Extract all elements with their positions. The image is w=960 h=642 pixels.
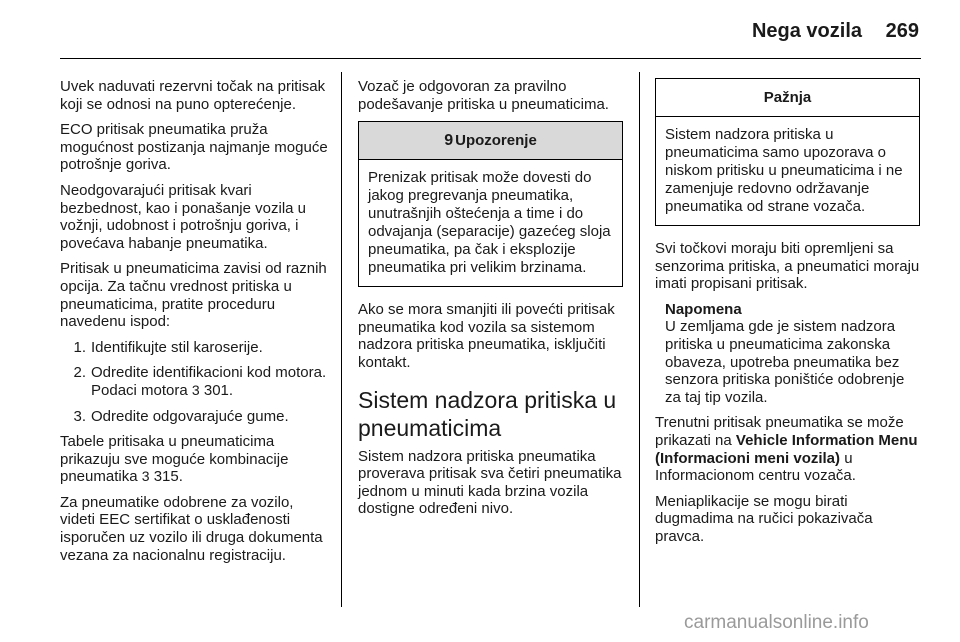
warning-box (358, 121, 623, 287)
paragraph-text: Trenutni pritisak pneumatika se može prikazati na (655, 414, 904, 449)
warning-icon: 9 (444, 132, 454, 150)
watermark: carmanualsonline.info (684, 612, 869, 633)
page-header (0, 0, 960, 60)
warning-body: Prenizak pritisak može dovesti do jakog pregrevanja pneumatika, unutrašnjih oštećenja a time i do odvajanja (separacije) gazećeg sloja pneumatika, pa čak i eksplozije pneumatika pri velikim brzinama. (368, 169, 611, 277)
paragraph (655, 414, 920, 484)
list-number: 2. (73, 364, 86, 382)
page-number: 269 (885, 20, 919, 42)
paragraph: ECO pritisak pneumatika pruža mogućnost postizanja najmanje moguće potrošnje goriva. (60, 121, 328, 174)
list-number: 3. (73, 407, 86, 425)
list-item (60, 408, 330, 426)
procedure-list (60, 339, 330, 425)
paragraph-text: u Informacionom centru vozača. (655, 449, 856, 485)
paragraph: Vozač je odgovoran za pravilno podešavanje pritiska u pneumaticima. (358, 78, 609, 113)
header-divider (60, 58, 921, 59)
list-text-body: Odredite identifikacioni kod motora. Podaci motora (91, 364, 327, 399)
reference-arrow-icon: 3 (191, 381, 200, 398)
paragraph: Svi točkovi moraju biti opremljeni sa senzorima pritiska, a pneumatici moraju imati propisani pritisak. (655, 240, 920, 293)
list-text: Odredite odgovarajuće gume. (91, 407, 289, 425)
note-body: U zemljama gde je sistem nadzora pritiska u pneumaticima zakonska obaveza, upotreba pneumatika bez senzora pritiska poništiće odobrenje za taj tip vozila. (665, 318, 905, 406)
column-divider-1 (341, 72, 342, 607)
list-number: 1. (73, 338, 86, 356)
paragraph: Neodgovarajući pritisak kvari bezbednost, kao i ponašanje vozila u vožnji, udobnost i potrošnju goriva, i povećava habanje pneumatika. (60, 181, 307, 252)
paragraph: Ako se mora smanjiti ili povećti pritisak pneumatika kod vozila sa sistemom nadzora pritiska pneumatika, isključiti kontakt. (358, 301, 615, 371)
warning-header (359, 122, 622, 160)
page-reference-link[interactable]: 301. (203, 381, 234, 399)
reference-arrow-icon: 3 (141, 468, 150, 485)
caution-body: Sistem nadzora pritiska u pneumaticima samo upozorava o niskom pritisku u pneumaticima i ne zamenjuje redovno održavanje pneumatika od strane vozača. (665, 126, 903, 215)
paragraph: Uvek naduvati rezervni točak na pritisak koji se odnosi na puno opterećenje. (60, 78, 326, 113)
list-item (60, 339, 330, 357)
menu-name: Vehicle Information Menu (Informacioni meni vozila) (655, 431, 918, 467)
column-divider-2 (639, 72, 640, 607)
paragraph (60, 433, 330, 486)
column-right (655, 78, 920, 554)
caution-box (655, 78, 920, 226)
paragraph: Za pneumatike odobrene za vozilo, videti EEC sertifikat o usklađenosti isporučen uz vozilo ili druga dokumenta vezana za nacionalnu registraciju. (60, 493, 323, 564)
note-block (665, 301, 920, 407)
column-left (60, 78, 330, 572)
paragraph: Sistem nadzora pritiska pneumatika proverava pritisak sva četiri pneumatika jednom u minuti kada brzina vozila dostigne određeni nivo. (358, 447, 622, 518)
column-middle (358, 78, 623, 526)
warning-title: Upozorenje (455, 132, 537, 150)
list-text: Identifikujte stil karoserije. (91, 338, 263, 356)
page-title: Nega vozila (751, 20, 862, 42)
paragraph-text: Tabele pritisaka u pneumaticima prikazuju sve moguće kombinacije pneumatika (60, 433, 289, 486)
page-reference-link[interactable]: 315. (153, 468, 183, 486)
section-heading: Sistem nadzora pritiska u pneumaticima (358, 386, 617, 441)
list-item (60, 364, 330, 399)
paragraph: Meniaplikacije se mogu birati dugmadima na ručici pokazivača pravca. (655, 492, 873, 545)
note-title: Napomena (665, 300, 742, 318)
caution-header: Pažnja (656, 79, 919, 117)
list-text (91, 364, 330, 399)
paragraph: Pritisak u pneumaticima zavisi od raznih opcija. Za tačnu vrednost pritiska u pneumaticima, pratite proceduru navedenu ispod: (60, 260, 327, 331)
